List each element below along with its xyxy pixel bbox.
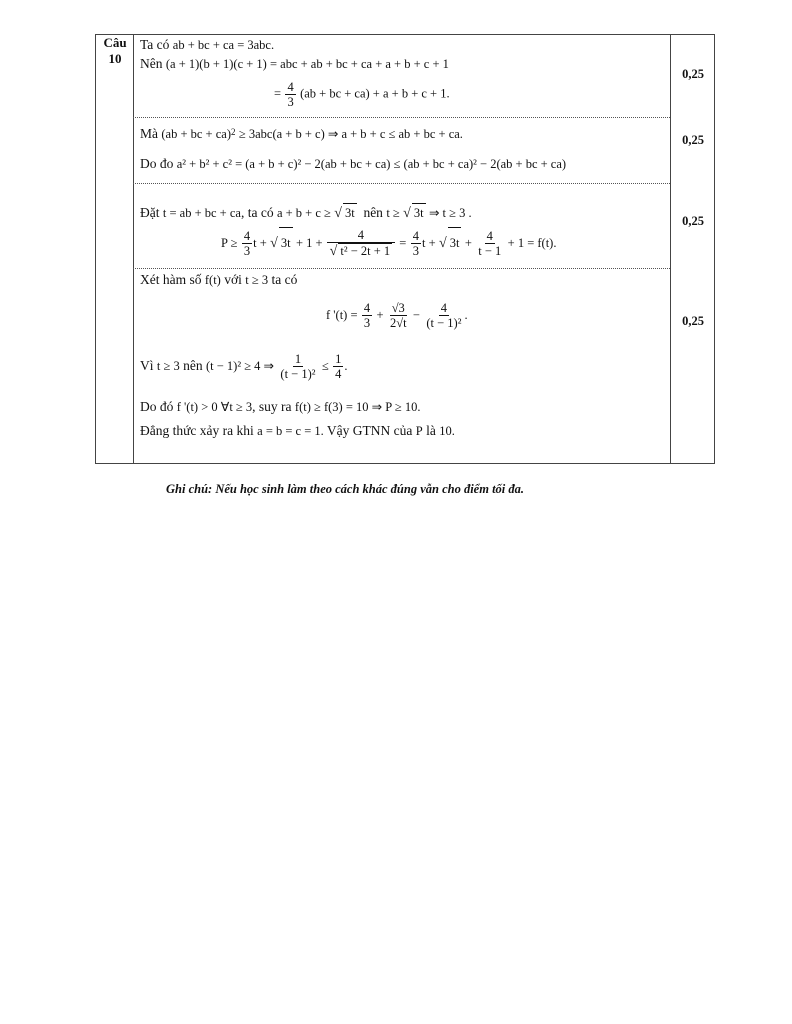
formula: t ≥ 3 bbox=[156, 359, 180, 373]
formula: P ≥ bbox=[221, 236, 238, 250]
score-4: 0,25 bbox=[682, 314, 704, 328]
formula: + 1 = f(t). bbox=[507, 236, 557, 250]
formula: (a + 1)(b + 1)(c + 1) = abc + ab + bc + ca + a + b + c + 1 bbox=[165, 57, 449, 71]
numerator: √3 bbox=[391, 301, 405, 316]
formula: + bbox=[376, 308, 384, 322]
formula: ≥ 3abc(a + b + c) ⇒ a + b + c ≤ ab + bc + ca. bbox=[238, 127, 463, 141]
s2-line2 bbox=[140, 155, 566, 173]
formula: + 1 + bbox=[295, 236, 323, 250]
row-divider bbox=[133, 117, 670, 118]
denominator: 3 bbox=[243, 244, 251, 259]
formula: − bbox=[412, 308, 420, 322]
text: Đặt bbox=[140, 205, 160, 220]
s4-line2 bbox=[326, 298, 468, 332]
denominator: (t − 1)² bbox=[426, 316, 462, 331]
fraction bbox=[333, 352, 343, 381]
text: ta có bbox=[271, 272, 298, 287]
text: , suy ra bbox=[252, 399, 292, 414]
numerator: 1 bbox=[294, 352, 302, 367]
s4-line1 bbox=[140, 271, 297, 289]
formula: 10. bbox=[439, 424, 455, 438]
grading-note: Ghi chú: Nếu học sinh làm theo cách khác đúng vẫn cho điểm tối đa. bbox=[166, 482, 525, 496]
column-divider bbox=[670, 35, 671, 463]
s1-line1 bbox=[140, 36, 274, 54]
fraction bbox=[411, 229, 421, 258]
formula: (ab + bc + ca) + a + b + c + 1. bbox=[300, 86, 450, 101]
question-number: 10 bbox=[108, 51, 122, 66]
formula: P bbox=[415, 424, 423, 438]
text: Mà bbox=[140, 126, 158, 141]
text: Đẳng thức xảy ra khi bbox=[140, 423, 254, 438]
text: với bbox=[224, 272, 242, 287]
s3-line2 bbox=[221, 227, 556, 259]
formula: t = ab + bc + ca bbox=[162, 206, 241, 220]
text: Do đo bbox=[140, 156, 174, 171]
question-label bbox=[99, 35, 131, 67]
fraction bbox=[285, 80, 295, 109]
column-divider bbox=[133, 35, 134, 463]
text: Ta có bbox=[140, 37, 170, 52]
radical-sign: √ bbox=[329, 244, 338, 260]
text: , ta có bbox=[240, 205, 274, 220]
score-1: 0,25 bbox=[682, 67, 704, 81]
formula: f(t) ≥ f(3) = 10 ⇒ P ≥ 10. bbox=[294, 400, 421, 414]
fraction bbox=[388, 301, 409, 330]
s2-line1 bbox=[140, 125, 463, 143]
numerator: 1 bbox=[335, 352, 342, 367]
denominator: t − 1 bbox=[478, 244, 502, 259]
s1-line2 bbox=[140, 55, 449, 73]
denominator: 3 bbox=[412, 244, 419, 259]
radicand: 3t bbox=[448, 227, 462, 258]
numerator: 4 bbox=[327, 228, 395, 243]
s1-line3 bbox=[274, 80, 450, 109]
formula: ⇒ t ≥ 3 . bbox=[428, 206, 472, 220]
numerator: 4 bbox=[287, 80, 294, 94]
denominator: 3 bbox=[363, 316, 371, 331]
fraction bbox=[278, 352, 317, 381]
text: nên bbox=[363, 205, 383, 220]
text: Vậy GTNN của bbox=[326, 423, 413, 438]
formula: a + b + c ≥ bbox=[276, 206, 331, 220]
text: Nên bbox=[140, 56, 163, 71]
radicand: 3t bbox=[412, 203, 426, 222]
formula: = bbox=[274, 86, 282, 101]
text: Vì bbox=[140, 358, 154, 373]
text: là bbox=[426, 423, 436, 438]
denominator bbox=[328, 243, 394, 259]
radicand: t² − 2t + 1 bbox=[340, 244, 391, 259]
fraction bbox=[476, 229, 503, 258]
formula: (t − 1)² ≥ 4 ⇒ bbox=[205, 359, 275, 373]
s4-line3 bbox=[140, 349, 348, 383]
radicand: 3t bbox=[279, 227, 293, 258]
formula: f '(t) > 0 ∀t ≥ 3 bbox=[176, 400, 253, 414]
fraction bbox=[242, 229, 252, 258]
solution-table bbox=[95, 34, 715, 464]
s4-line5 bbox=[140, 422, 455, 440]
score-2: 0,25 bbox=[682, 133, 704, 147]
formula: t ≥ 3 bbox=[245, 273, 269, 287]
denominator: (t − 1)² bbox=[280, 367, 316, 382]
formula: (ab + bc + ca) bbox=[161, 127, 231, 141]
formula: . bbox=[464, 308, 468, 322]
radical-sign: √ bbox=[270, 236, 278, 251]
radical-sign: √ bbox=[334, 206, 342, 221]
numerator: 4 bbox=[363, 301, 371, 316]
s4-line4 bbox=[140, 398, 420, 416]
text: Xét hàm số bbox=[140, 272, 202, 287]
formula: f '(t) = bbox=[326, 308, 358, 322]
s3-line1 bbox=[140, 203, 472, 223]
fraction bbox=[362, 301, 372, 330]
exponent: 2 bbox=[231, 127, 236, 137]
formula: a = b = c = 1. bbox=[257, 424, 324, 438]
fraction bbox=[327, 228, 395, 259]
question-label-word: Câu bbox=[103, 35, 127, 50]
denominator: 3 bbox=[287, 95, 294, 109]
radical-sign: √ bbox=[439, 236, 447, 251]
denominator: 2√t bbox=[389, 316, 407, 331]
formula: + bbox=[464, 236, 472, 250]
formula: t ≥ bbox=[386, 206, 400, 220]
numerator: 4 bbox=[412, 229, 419, 244]
formula: t + bbox=[421, 236, 436, 250]
text: nên bbox=[183, 358, 203, 373]
fraction bbox=[424, 301, 463, 330]
row-divider bbox=[133, 183, 670, 184]
numerator: 4 bbox=[440, 301, 448, 316]
denominator: 4 bbox=[335, 367, 342, 382]
score-3: 0,25 bbox=[682, 214, 704, 228]
radical-sign: √ bbox=[403, 206, 411, 221]
radicand: 3t bbox=[343, 203, 357, 222]
formula: . bbox=[344, 359, 348, 373]
formula: a² + b² + c² = (a + b + c)² − 2(ab + bc + ca) ≤ (ab + bc + ca)² − 2(ab + bc + ca) bbox=[176, 157, 567, 171]
row-divider bbox=[133, 268, 670, 269]
formula: = bbox=[399, 236, 407, 250]
formula: ≤ bbox=[321, 359, 329, 373]
formula: f(t) bbox=[204, 273, 221, 287]
numerator: 4 bbox=[486, 229, 493, 244]
numerator: 4 bbox=[243, 229, 251, 244]
formula: ab + bc + ca = 3abc. bbox=[172, 38, 275, 52]
text: Do đó bbox=[140, 399, 174, 414]
formula: t + bbox=[253, 236, 267, 250]
